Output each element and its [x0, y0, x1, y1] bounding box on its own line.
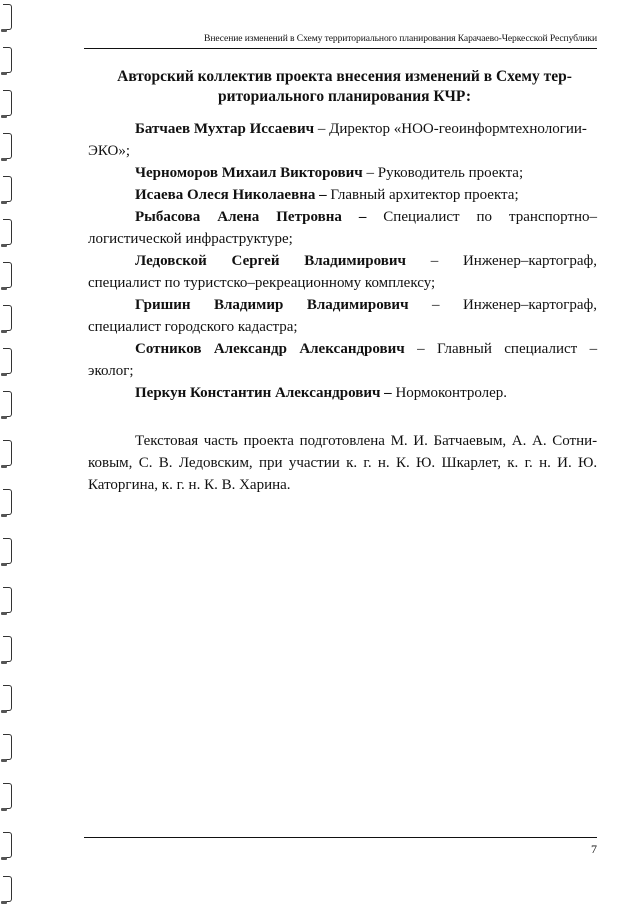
heading-line-1: Авторский коллектив проекта внесения изменений в Схему тер-: [117, 68, 572, 85]
paragraph-gap: [88, 404, 597, 430]
author-1-role: – Директор «НОО-геоинформтехнологии-: [314, 121, 587, 137]
author-6-dash: –: [432, 297, 440, 313]
binding-ring: [3, 587, 12, 613]
author-2-name: Черноморов Михаил Викторович: [135, 165, 363, 181]
binding-ring: [3, 489, 12, 515]
closing-word: н.: [539, 455, 551, 471]
author-3-name: Исаева Олеся Николаевна –: [135, 187, 327, 203]
author-6-role-1: Инженер–картограф,: [462, 297, 597, 313]
author-3-role: Главный архитектор проекта;: [326, 187, 519, 203]
closing-word: С.: [138, 455, 153, 471]
author-7-dash: –: [417, 341, 425, 357]
author-4-name-1: Рыбасова: [135, 209, 201, 225]
binding-ring: [3, 734, 12, 760]
closing-word: Ю.: [578, 455, 598, 471]
closing-word: И.: [413, 433, 428, 449]
binding-ring: [3, 636, 12, 662]
author-5-name-1: Ледовской: [135, 253, 207, 269]
closing-line-2: [88, 452, 597, 474]
closing-word: к.: [346, 455, 358, 471]
binding-ring: [3, 262, 12, 288]
closing-word: н.: [377, 455, 390, 471]
heading-line-2: риториального планирования КЧР:: [217, 88, 472, 105]
binding-ring: [3, 305, 12, 331]
closing-word: Ю.: [416, 455, 436, 471]
author-6-name-2: Владимир: [214, 297, 284, 313]
author-7-role-1: Главный: [436, 341, 492, 357]
closing-word: Батчаевым,: [433, 433, 507, 449]
closing-word: И.: [557, 455, 572, 471]
author-4-line-1: [88, 206, 597, 228]
closing-word: проекта: [243, 433, 294, 449]
closing-word: К.: [395, 455, 410, 471]
closing-word: ковым,: [88, 455, 133, 471]
author-4-role-3: транспортно–: [509, 209, 598, 225]
binding-ring: [3, 176, 12, 202]
author-7-line-2: эколог;: [88, 363, 134, 379]
closing-word: часть: [203, 433, 238, 449]
author-4-role-2: по: [476, 209, 493, 225]
closing-word: г.: [363, 455, 372, 471]
binding-ring: [3, 685, 12, 711]
binding-ring: [3, 440, 12, 466]
closing-word: участии: [288, 455, 340, 471]
author-7-line-1: [88, 338, 597, 360]
binding-ring: [3, 783, 12, 809]
author-4-dash: –: [358, 209, 367, 225]
author-6-name-1: Гришин: [135, 297, 191, 313]
author-5-name-2: Сергей: [231, 253, 280, 269]
author-7-name-2: Александр: [213, 341, 287, 357]
author-4-name-2: Алена: [217, 209, 260, 225]
binding-ring: [3, 219, 12, 245]
author-7-role-2: специалист: [504, 341, 578, 357]
author-6-line-2: специалист городского кадастра;: [88, 319, 298, 335]
author-5-line-2: специалист по туристско–рекреационному комплексу;: [88, 275, 436, 291]
author-8: [88, 382, 597, 404]
binding-ring: [3, 133, 12, 159]
author-7-role-3: –: [589, 341, 598, 357]
closing-word: Шкарлет,: [441, 455, 501, 471]
author-5-role-1: Инженер–картограф,: [462, 253, 597, 269]
closing-word: подготовлена: [299, 433, 385, 449]
author-6-line-1: [88, 294, 597, 316]
closing-word: Ледовским,: [178, 455, 253, 471]
author-4-role-1: Специалист: [383, 209, 460, 225]
author-6-name-3: Владимирович: [306, 297, 409, 313]
binding-ring: [3, 876, 12, 902]
authors-body: [88, 118, 597, 496]
binding-ring: [3, 391, 12, 417]
binding-ring: [3, 538, 12, 564]
closing-word: В.: [158, 455, 173, 471]
footer-rule: [84, 837, 597, 838]
section-heading: [92, 67, 597, 107]
page-number: 7: [591, 842, 597, 856]
author-2: [88, 162, 597, 184]
closing-line-3: Каторгина, к. г. н. К. В. Харина.: [88, 477, 291, 493]
closing-word: Текстовая: [135, 433, 199, 449]
author-4-name-3: Петровна: [276, 209, 342, 225]
binding-ring: [3, 4, 12, 30]
binding-ring: [3, 47, 12, 73]
closing-word: А.: [511, 433, 527, 449]
author-3: [88, 184, 597, 206]
author-5-line-1: [88, 250, 597, 272]
running-header: Внесение изменений в Схему территориального планирования Карачаево-Черкесской Республики: [204, 33, 597, 44]
binding-ring: [3, 832, 12, 858]
closing-word: А.: [532, 433, 547, 449]
author-4-line-2: логистической инфраструктуре;: [88, 231, 293, 247]
closing-line-1: [88, 430, 597, 452]
binding-ring: [3, 90, 12, 116]
author-2-role: – Руководитель проекта;: [362, 165, 524, 181]
author-5-name-3: Владимирович: [304, 253, 406, 269]
author-8-name: Перкун Константин Александрович –: [135, 385, 392, 401]
author-7-name-3: Александрович: [299, 341, 405, 357]
author-5-dash: –: [430, 253, 439, 269]
closing-word: М.: [390, 433, 408, 449]
author-1-name: Батчаев Мухтар Иссаевич: [135, 121, 315, 137]
closing-word: Сотни-: [552, 433, 598, 449]
binding-ring: [3, 348, 12, 374]
closing-word: г.: [524, 455, 533, 471]
author-1-line-2: ЭКО»;: [88, 143, 131, 159]
author-7-name-1: Сотников: [135, 341, 202, 357]
author-8-role: Нормоконтролер.: [391, 385, 508, 401]
closing-word: при: [258, 455, 283, 471]
author-1-line-1: [88, 118, 597, 140]
header-rule: [84, 48, 597, 49]
closing-word: к.: [507, 455, 519, 471]
spiral-binding: [3, 0, 17, 905]
